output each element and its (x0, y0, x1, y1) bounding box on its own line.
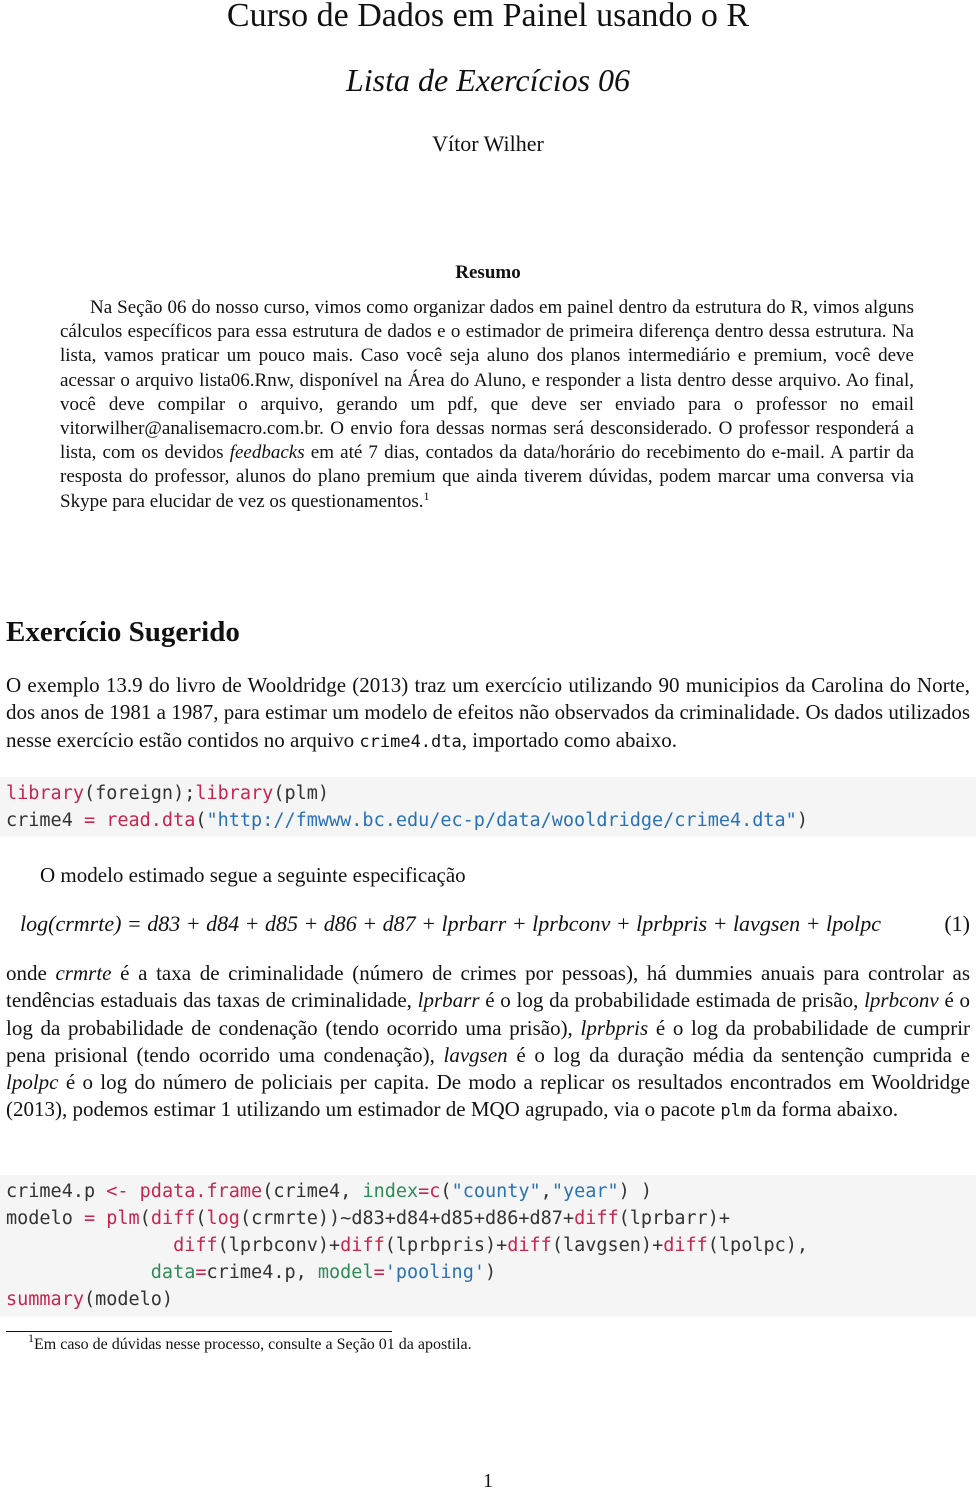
code-token: library (6, 783, 84, 804)
footnote (28, 1333, 472, 1357)
footnote-rule (6, 1331, 392, 1332)
text-run: é o log da probabilidade de cumprir pena prisional (tendo ocorrido uma condenação), (6, 1015, 971, 1067)
code-token: (lpolpc), (707, 1235, 809, 1256)
code-token: crime4 (6, 810, 84, 831)
paragraph-model: O modelo estimado segue a seguinte especificação (40, 863, 466, 887)
code-token: ( (195, 1208, 207, 1229)
footnote-text: Em caso de dúvidas nesse processo, consulte a Seção 01 da apostila. (34, 1336, 472, 1353)
footnote-ref[interactable]: 1 (423, 488, 430, 503)
code-token: diff (150, 1208, 196, 1229)
abstract-heading: Resumo (455, 262, 521, 283)
code-token: index (362, 1181, 419, 1202)
code-token: ( (195, 810, 207, 831)
code-token: ) (484, 1262, 497, 1283)
abstract-text-1: Na Seção 06 do nosso curso, vimos como organizar dados em painel dentro da estrutura do R, vimos alguns cálculos específicos para essa estrutura de dados e o estimador de primeira diferença dentro dessa estrutura. Na lista, vamos praticar um pouco mais. Caso você seja aluno dos planos intermediário e premium, você deve acessar o arquivo lista06.Rnw, disponível na Área do Aluno, e responder a lista dentro desse arquivo. Ao final, você deve compilar o arquivo, gerando um pdf, que deve ser enviado para o professor no email vitorwilher@analisemacro.com.br. O envio fora dessas normas será desconsiderado. O professor responderá a lista, com os devidos (60, 297, 914, 464)
code-token: diff (574, 1208, 619, 1229)
code-token: = (83, 1208, 96, 1229)
var-lprbpris: lprbpris (580, 1015, 649, 1040)
doc-subtitle: Lista de Exercícios 06 (345, 62, 631, 98)
abstract-text-2: em até 7 dias, contados da data/horário do recebimento do e-mail. A partir da resposta do professor, alunos do plano premium que ainda tiverem dúvidas, podem marcar uma conversa via Skype para elucidar de vez os questionamentos. (60, 442, 915, 512)
text-run: é a taxa de criminalidade (número de crimes por pessoas), há dummies anuais para controlar as tendências estaduais das taxas de criminalidade, (6, 961, 970, 1013)
code-token: c (429, 1181, 441, 1202)
code-token: diff (663, 1235, 708, 1256)
code-token: model (317, 1262, 374, 1283)
text-run: é o log do número de policiais per capita. De modo a replicar os resultados encontrados em Wooldridge (2013), podemos estimar 1 utilizando um estimador de MQO agrupado, via o pacote (6, 1070, 970, 1122)
code-token: (crmrte))~d83+d84+d85+d86+d87+ (239, 1208, 575, 1229)
text-run: é o log da probabilidade estimada de prisão, (485, 988, 859, 1013)
equation-number: (1) (944, 911, 970, 936)
code-token: ) (796, 810, 808, 831)
code-token: = (83, 810, 96, 831)
code-token: = (418, 1181, 430, 1202)
code-block-import[interactable] (0, 777, 976, 837)
doc-author: Vítor Wilher (432, 131, 544, 156)
code-token: pdata.frame (128, 1181, 263, 1202)
abstract-feedbacks: feedbacks (229, 442, 305, 464)
var-lprbarr: lprbarr (417, 988, 480, 1013)
code-token: ( (139, 1208, 151, 1229)
code-token: "year" (551, 1181, 619, 1202)
code-token: (lprbpris)+ (384, 1235, 508, 1256)
text-run: é o log da duração média da sentenção cumprida e (516, 1042, 970, 1067)
code-block-model[interactable] (0, 1175, 976, 1317)
code-token: modelo (6, 1208, 84, 1229)
code-token: (crime4, (262, 1181, 363, 1202)
code-token: data (150, 1262, 196, 1283)
footnote-mark: 1 (28, 1331, 34, 1345)
code-token: read.dta (95, 810, 196, 831)
var-lprbconv: lprbconv (864, 988, 939, 1013)
code-token: (plm) (273, 783, 330, 804)
code-token: <- (106, 1181, 129, 1202)
paragraph-intro (6, 672, 970, 756)
text-run: onde (6, 961, 47, 985)
code-token: crime4.p (6, 1181, 107, 1202)
code-token: ( (440, 1181, 452, 1202)
p1-before: O exemplo 13.9 do livro de Wooldridge (2013) traz um exercício utilizando 90 municipios da Carolina do Norte, dos anos de 1981 a 1987, para estimar um modelo de efeitos não observados da criminalidade. Os dados utilizados nesse exercício estão contidos no arquivo (6, 673, 970, 752)
file-name: crime4.dta (359, 731, 462, 752)
code-url-string: "http://fmwww.bc.edu/ec-p/data/wooldridge/crime4.dta" (206, 810, 797, 831)
var-lpolpc: lpolpc (6, 1070, 59, 1095)
text-run: é o log da probabilidade de condenação (tendo ocorrido uma prisão), (6, 988, 971, 1040)
code-token: diff (173, 1235, 218, 1256)
code-token: "county" (451, 1181, 541, 1202)
code-token: log (206, 1208, 240, 1229)
code-token: ) ) (618, 1181, 653, 1202)
page-number: 1 (483, 1470, 493, 1492)
var-lavgsen: lavgsen (443, 1042, 508, 1067)
code-token: 'pooling' (384, 1262, 485, 1283)
section-title: Exercício Sugerido (6, 616, 240, 648)
code-token: (lavgsen)+ (551, 1235, 664, 1256)
code-token: (modelo) (83, 1289, 174, 1310)
doc-title: Curso de Dados em Painel usando o R (226, 0, 750, 34)
paragraph-variables (6, 960, 970, 1126)
p1-after: , importado como abaixo. (461, 727, 677, 752)
code-token: (lprbconv)+ (217, 1235, 341, 1256)
code-token: = (373, 1262, 385, 1283)
text-run: da forma abaixo. (756, 1097, 899, 1122)
equation-body: log(crmrte) = d83 + d84 + d85 + d86 + d87 + lprbarr + lprbconv + lprbpris + lavgsen + lpolpc (20, 911, 881, 936)
package-name: plm (720, 1101, 752, 1122)
code-token: diff (340, 1235, 385, 1256)
code-token: plm (95, 1208, 140, 1229)
var-crmrte: crmrte (55, 961, 112, 985)
abstract-body (60, 296, 914, 514)
code-token: (foreign); (83, 783, 196, 804)
code-token: (lprbarr)+ (618, 1208, 731, 1229)
code-token: diff (507, 1235, 552, 1256)
equation-1 (20, 908, 970, 940)
code-token: = (195, 1262, 207, 1283)
code-token: crime4.p, (206, 1262, 318, 1283)
code-token: summary (6, 1289, 84, 1310)
code-token: , (540, 1181, 552, 1202)
code-token: library (195, 783, 274, 804)
